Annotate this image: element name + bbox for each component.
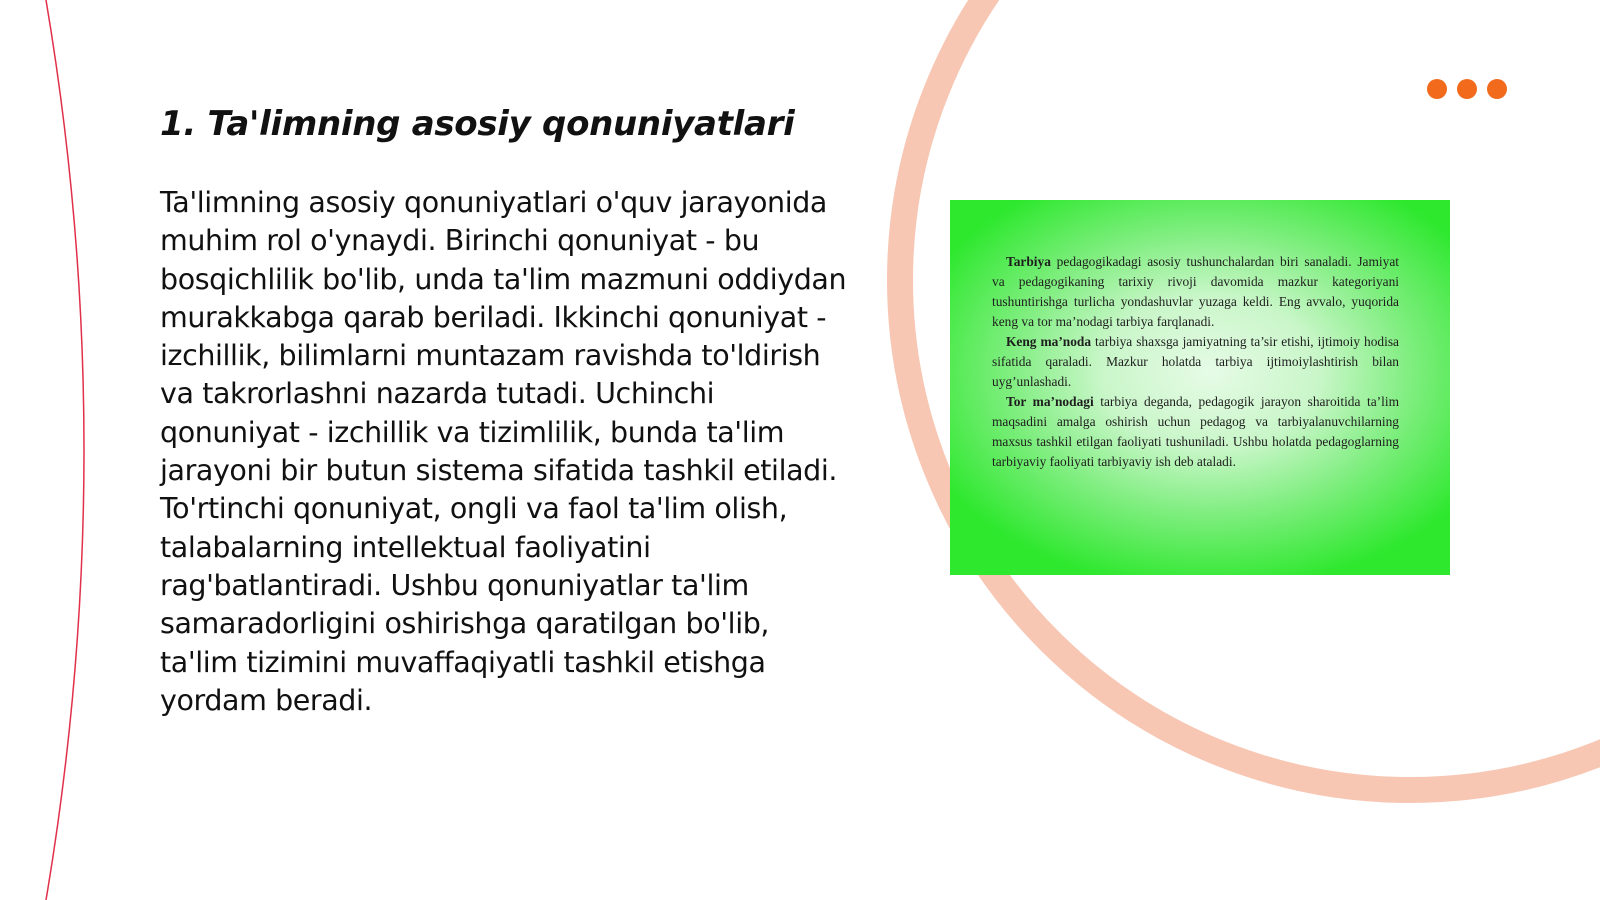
image-text-2: tarbiya shaxsga jamiyatning ta’sir etishi, ijtimoiy hodisa sifatida qaraladi. Mazkur holatda tarbiya ijtimoiylashtirish bilan uyg’unlashadi. <box>992 334 1399 389</box>
image-text-3: tarbiya deganda, pedagogik jarayon sharoitida ta’lim maqsadini amalga oshirish uchun pedagog va tarbiyalanuvchilarning maxsus tashkil etilgan faoliyati tushuniladi. Ushbu holatda pedagoglarning tarbiyaviy faoliyati tarbiyaviy ish deb ataladi. <box>992 394 1399 469</box>
image-paragraph-2 <box>992 332 1399 392</box>
image-term-tor: Tor ma’nodagi <box>1006 394 1094 409</box>
dot-2 <box>1457 79 1477 99</box>
green-text-image <box>950 200 1450 575</box>
dots-decoration <box>1427 79 1507 99</box>
slide-title: 1. Ta'limning asosiy qonuniyatlari <box>160 104 795 144</box>
left-curve-line <box>46 0 84 900</box>
image-paragraph-3 <box>992 392 1399 472</box>
image-paragraph-1 <box>992 252 1399 332</box>
dot-3 <box>1487 79 1507 99</box>
slide-body-text: Ta'limning asosiy qonuniyatlari o'quv jarayonida muhim rol o'ynaydi. Birinchi qonuniyat - bu bosqichlilik bo'lib, unda ta'lim mazmuni oddiydan murakkabga qarab beriladi. Ikkinchi qonuniyat - izchillik, bilimlarni muntazam ravishda to'ldirish va takrorlashni nazarda tutadi. Uchinchi qonuniyat - izchillik va tizimlilik, bunda ta'lim jarayoni bir butun sistema sifatida tashkil etiladi. To'rtinchi qonuniyat, ongli va faol ta'lim olish, talabalarning intellektual faoliyatini rag'batlantiradi. Ushbu qonuniyatlar ta'lim samaradorligini oshirishga qaratilgan bo'lib, ta'lim tizimini muvaffaqiyatli tashkil etishga yordam beradi. <box>160 186 847 717</box>
image-text-1: pedagogikadagi asosiy tushunchalardan biri sanaladi. Jamiyat va pedagogikaning tarixiy rivoji davomida mazkur kategoriyani tushuntirishga turlicha yondashuvlar yuzaga keldi. Eng avvalo, yuqorida keng va tor ma’nodagi tarbiya farqlanadi. <box>992 254 1399 329</box>
image-term-tarbiya: Tarbiya <box>1006 254 1051 269</box>
dot-1 <box>1427 79 1447 99</box>
image-term-keng: Keng ma’noda <box>1006 334 1092 349</box>
